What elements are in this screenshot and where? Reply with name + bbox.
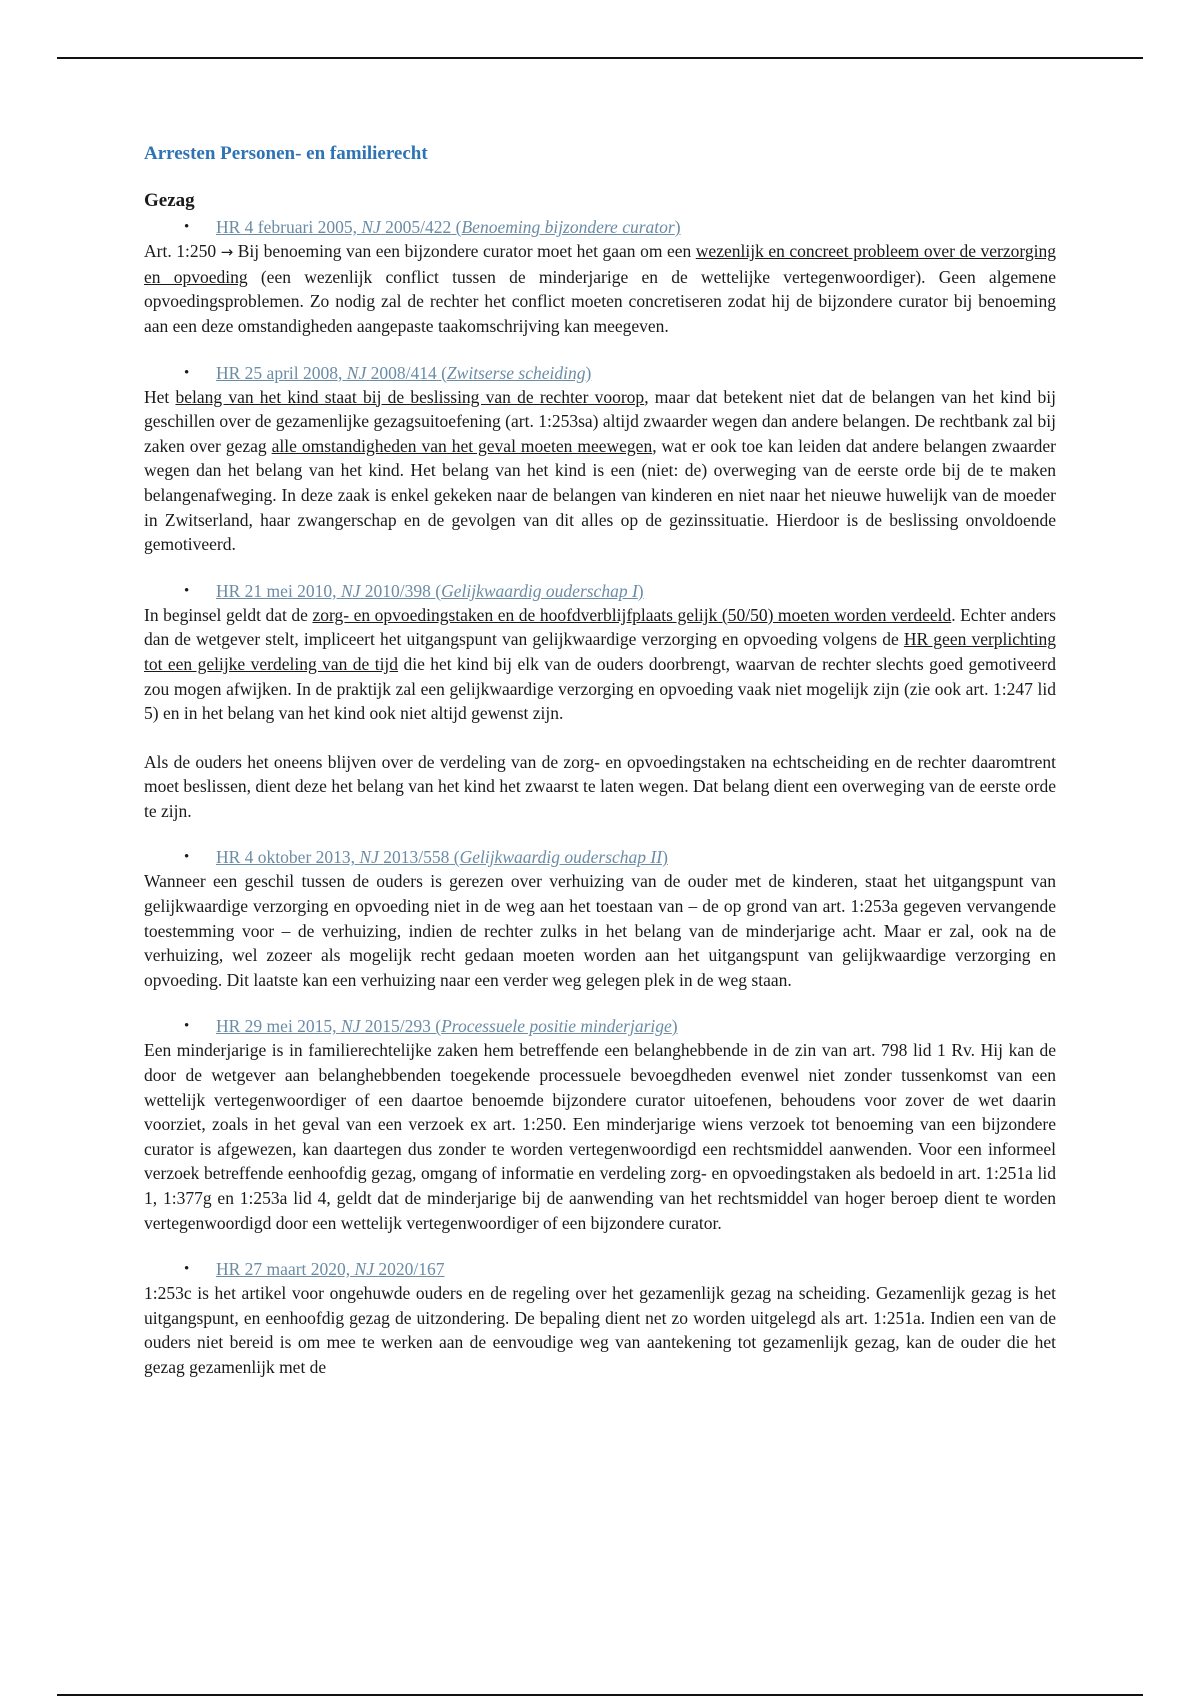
case-entry (144, 1257, 1056, 1379)
document-page (144, 142, 1056, 1402)
header-rule (57, 57, 1143, 59)
section-heading: Gezag (144, 189, 195, 211)
case-entry (144, 1014, 1056, 1235)
bullet-icon: • (184, 1261, 190, 1278)
footer-rule (57, 1694, 1143, 1696)
bullet-icon: • (184, 1018, 190, 1035)
case-heading (144, 361, 1056, 385)
bullet-icon: • (184, 219, 190, 236)
case-summary: Wanneer een geschil tussen de ouders is gerezen over verhuizing van de ouder met de kinderen, staat het uitgangspunt van gelijkwaardige verzorging en opvoeding niet in de weg aan het toestaan van – de op grond van art. 1:253a gegeven vervangende toestemming voor – de verhuizing, indien de rechter zulks in het belang van de minderjarige acht. Maar er zal, ook na de verhuizing, wel zozeer als mogelijk recht gedaan moeten worden aan het uitgangspunt van gelijkwaardige verzorging en opvoeding. Dit laatste kan een verhuizing naar een verder weg gelegen plek in de weg staan. (144, 871, 1056, 990)
case-summary: Art. 1:250 → Bij benoeming van een bijzondere curator moet het gaan om een wezenlijk en concreet probleem over de verzorging en opvoeding (een wezenlijk conflict tussen de minderjarige en de wettelijke vertegenwoordiger). Geen algemene opvoedingsproblemen. Zo nodig zal de rechter het conflict moeten concretiseren zodat hij de bijzondere curator bij benoeming aan een deze omstandigheden aangepaste taakomschrijving kan meegeven. (144, 241, 1056, 336)
case-summary: Een minderjarige is in familierechtelijke zaken hem betreffende een belanghebbende in de zin van art. 798 lid 1 Rv. Hij kan de door de wetgever aan belanghebbenden toegekende processuele bevoegdheden evenwel niet zonder tussenkomst van een wettelijk vertegenwoordiger of een daartoe benoemde bijzondere curator uitoefenen, behoudens voor zover de wet daarin voorziet, zoals in het geval van een verzoek ex art. 1:250. Een minderjarige wiens verzoek tot benoeming van een bijzondere curator is afgewezen, kan daartegen dus zonder te worden vertegenwoordigd een rechtsmiddel aanwenden. Voor een informeel verzoek betreffende eenhoofdig gezag, omgang of informatie en verdeling zorg- en opvoedingstaken als bedoeld in art. 1:251a lid 1, 1:377g en 1:253a lid 4, geldt dat de minderjarige bij de aanwending van het rechtsmiddel van hoger beroep dient te worden vertegenwoordigd door een wettelijk vertegenwoordiger of een bijzondere curator. (144, 1040, 1056, 1233)
case-heading (144, 215, 1056, 239)
case-citation-link[interactable]: HR 27 maart 2020, NJ 2020/167 (216, 1259, 445, 1280)
case-summary: 1:253c is het artikel voor ongehuwde ouders en de regeling over het gezamenlijk gezag na scheiding. Gezamenlijk gezag is het uitgangspunt, en eenhoofdig gezag de uitzondering. De bepaling dient net zo worden uitgelegd als art. 1:251a. Indien een van de ouders niet bereid is om mee te werken aan de eenvoudige weg van aantekening tot gezamenlijk gezag, kan de ouder die het gezag gezamenlijk met de (144, 1283, 1056, 1377)
arrow-right-icon: → (220, 243, 234, 262)
case-entry (144, 579, 1056, 824)
case-citation-link[interactable]: HR 29 mei 2015, NJ 2015/293 (Processuele positie minderjarige) (216, 1016, 678, 1037)
case-citation-link[interactable]: HR 21 mei 2010, NJ 2010/398 (Gelijkwaardig ouderschap I) (216, 580, 644, 601)
case-summary: In beginsel geldt dat de zorg- en opvoedingstaken en de hoofdverblijfplaats gelijk (50/50) moeten worden verdeeld. Echter anders dan de wetgever stelt, impliceert het uitgangspunt van gelijkwaardige verzorging en opvoeding volgens de HR geen verplichting tot een gelijke verdeling van de tijd die het kind bij elk van de ouders doorbrengt, waarvan de rechter slechts goed gemotiveerd zou mogen afwijken. In de praktijk zal een gelijkwaardige verzorging en opvoeding vaak niet mogelijk zijn (zie ook art. 1:247 lid 5) en in het belang van het kind ook niet altijd gewenst zijn. (144, 604, 1057, 724)
case-citation-link[interactable]: HR 25 april 2008, NJ 2008/414 (Zwitserse scheiding) (216, 362, 592, 383)
case-citation-link[interactable]: HR 4 oktober 2013, NJ 2013/558 (Gelijkwaardig ouderschap II) (216, 847, 668, 868)
case-heading (144, 579, 1056, 603)
document-title: Arresten Personen- en familierecht (144, 143, 428, 164)
case-summary: Het belang van het kind staat bij de beslissing van de rechter voorop, maar dat betekent niet dat de belangen van het kind bij geschillen over de gezamenlijke gezagsuitoefening (art. 1:253sa) altijd zwaarder wegen dan andere belangen. De rechtbank zal bij zaken over gezag alle omstandigheden van het geval moeten meewegen, wat er ook toe kan leiden dat andere belangen zwaarder wegen dan het belang van het kind. Het belang van het kind is een (niet: de) overweging van de eerste orde bij de te maken belangenafweging. In deze zaak is enkel gekeken naar de belangen van kinderen en niet naar het nieuwe huwelijk van de moeder in Zwitserland, haar zwangerschap en de gevolgen van dit alles op de gezinssituatie. Hierdoor is de beslissing onvoldoende gemotiveerd. (144, 386, 1056, 555)
case-citation-link[interactable]: HR 4 februari 2005, NJ 2005/422 (Benoeming bijzondere curator) (216, 217, 681, 238)
bullet-icon: • (184, 849, 190, 866)
case-entry (144, 361, 1056, 557)
case-entry (144, 215, 1056, 338)
case-entry (144, 845, 1056, 992)
bullet-icon: • (184, 364, 190, 381)
case-summary-continued: Als de ouders het oneens blijven over de verdeling van de zorg- en opvoedingstaken na echtscheiding en de rechter daaromtrent moet beslissen, dient deze het belang van het kind het zwaarst te laten wegen. Dat belang dient een overweging van de eerste orde te zijn. (144, 751, 1056, 821)
case-heading (144, 845, 1056, 869)
case-heading (144, 1014, 1056, 1038)
case-heading (144, 1257, 1056, 1281)
bullet-icon: • (184, 582, 190, 599)
